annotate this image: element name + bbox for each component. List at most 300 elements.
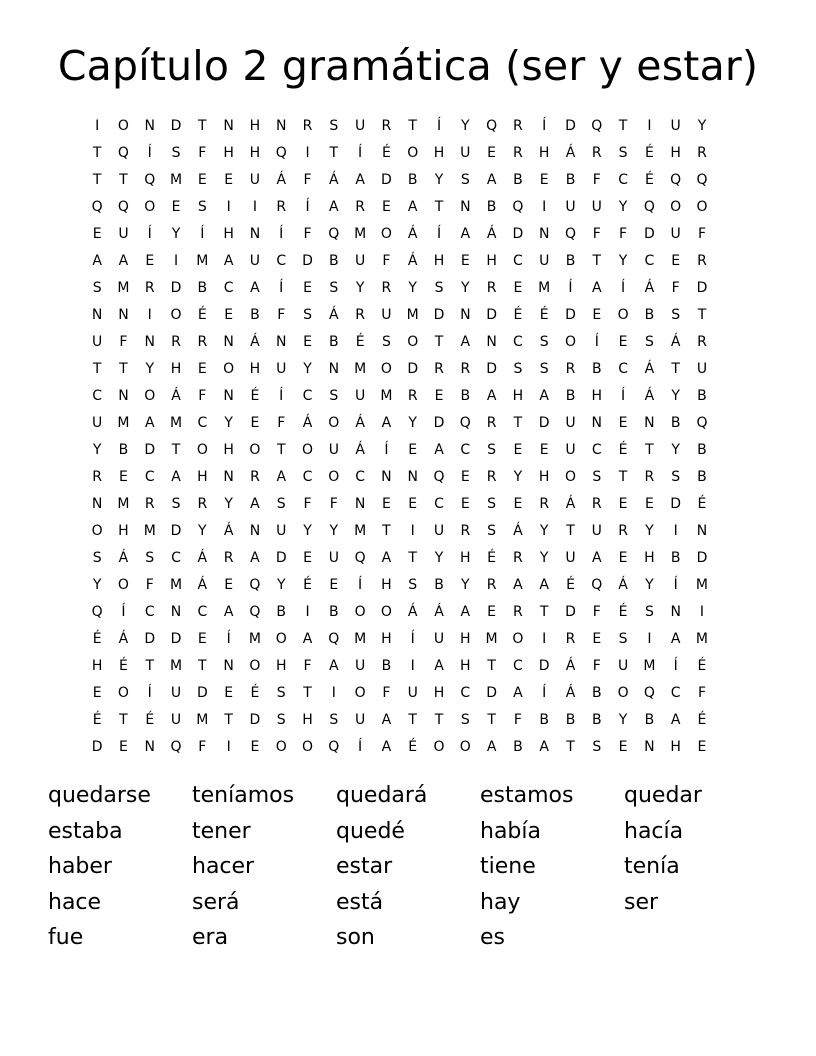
- grid-letter: Y: [198, 523, 207, 539]
- grid-letter: C: [670, 685, 681, 701]
- grid-letter: H: [538, 469, 550, 485]
- grid-letter: I: [95, 118, 100, 134]
- grid-letter: D: [512, 226, 524, 242]
- grid-letter: U: [670, 118, 681, 134]
- grid-letter: B: [434, 577, 444, 593]
- grid-letter: N: [538, 226, 550, 242]
- grid-letter: M: [169, 658, 183, 674]
- word-list-item: haber: [48, 854, 112, 879]
- grid-letter: Q: [328, 739, 340, 755]
- grid-letter: É: [303, 577, 312, 593]
- grid-letter: T: [198, 658, 207, 674]
- grid-letter: C: [355, 469, 365, 485]
- grid-letter: Y: [434, 550, 444, 566]
- grid-letter: T: [224, 712, 233, 728]
- grid-letter: S: [644, 334, 654, 350]
- grid-letter: H: [170, 361, 182, 377]
- grid-letter: B: [591, 361, 602, 377]
- grid-letter: T: [645, 442, 654, 458]
- word-list-item: son: [336, 925, 375, 950]
- grid-letter: R: [355, 307, 365, 323]
- grid-letter: E: [487, 145, 497, 161]
- grid-letter: S: [487, 496, 497, 512]
- grid-letter: H: [460, 550, 471, 566]
- grid-letter: C: [302, 388, 313, 404]
- grid-letter: É: [513, 307, 523, 323]
- grid-letter: O: [670, 199, 682, 215]
- grid-letter: R: [171, 334, 181, 350]
- grid-letter: M: [196, 712, 209, 728]
- grid-letter: U: [328, 550, 339, 566]
- grid-letter: E: [434, 388, 444, 404]
- grid-letter: R: [513, 550, 523, 566]
- grid-letter: N: [644, 415, 655, 431]
- grid-letter: E: [250, 739, 260, 755]
- grid-letter: B: [513, 172, 523, 188]
- grid-letter: N: [275, 334, 287, 350]
- grid-letter: D: [275, 550, 287, 566]
- grid-letter: F: [303, 226, 312, 242]
- grid-letter: C: [144, 469, 155, 485]
- grid-letter: D: [643, 226, 655, 242]
- grid-letter: O: [249, 442, 261, 458]
- grid-letter: M: [169, 172, 183, 188]
- grid-letter: Í: [410, 631, 415, 647]
- grid-letter: Á: [197, 577, 208, 593]
- grid-letter: H: [433, 145, 445, 161]
- grid-letter: M: [169, 415, 183, 431]
- grid-letter: S: [487, 442, 497, 458]
- grid-letter: Í: [121, 604, 126, 620]
- grid-letter: H: [670, 739, 681, 755]
- word-list-item: era: [192, 925, 229, 950]
- grid-letter: M: [117, 496, 130, 512]
- grid-letter: M: [643, 658, 656, 674]
- grid-letter: N: [223, 388, 234, 404]
- grid-letter: O: [564, 334, 576, 350]
- grid-letter: Q: [275, 145, 287, 161]
- grid-letter: S: [539, 334, 549, 350]
- grid-letter: R: [250, 469, 260, 485]
- grid-letter: É: [250, 388, 260, 404]
- grid-letter: E: [513, 280, 523, 296]
- grid-letter: T: [329, 145, 339, 161]
- grid-letter: A: [670, 631, 681, 647]
- grid-letter: H: [118, 523, 129, 539]
- grid-letter: Q: [249, 577, 261, 593]
- grid-letter: F: [382, 253, 391, 269]
- grid-letter: O: [564, 469, 576, 485]
- grid-letter: U: [696, 361, 708, 377]
- grid-letter: A: [250, 550, 260, 566]
- grid-letter: F: [697, 226, 706, 242]
- grid-letter: Í: [147, 145, 152, 161]
- grid-letter: N: [91, 307, 103, 323]
- grid-letter: D: [565, 307, 576, 323]
- grid-letter: C: [302, 469, 313, 485]
- grid-letter: R: [381, 280, 392, 296]
- grid-letter: Q: [117, 145, 129, 161]
- grid-letter: É: [618, 604, 628, 620]
- grid-letter: Y: [171, 226, 181, 242]
- grid-letter: U: [354, 253, 366, 269]
- grid-letter: S: [513, 361, 523, 377]
- grid-letter: U: [170, 685, 182, 701]
- grid-letter: R: [197, 334, 208, 350]
- grid-letter: Í: [358, 145, 363, 161]
- grid-letter: T: [119, 172, 128, 188]
- grid-letter: F: [119, 334, 128, 350]
- grid-letter: Í: [279, 280, 284, 296]
- grid-letter: S: [539, 361, 549, 377]
- grid-letter: U: [354, 118, 366, 134]
- grid-letter: M: [380, 388, 393, 404]
- grid-letter: D: [538, 658, 550, 674]
- grid-letter: A: [434, 442, 444, 458]
- grid-letter: Y: [618, 199, 628, 215]
- grid-letter: M: [354, 361, 367, 377]
- grid-letter: H: [249, 118, 261, 134]
- grid-letter: T: [618, 469, 628, 485]
- grid-letter: C: [144, 604, 155, 620]
- grid-letter: T: [119, 712, 128, 728]
- grid-letter: E: [119, 739, 128, 755]
- grid-letter: U: [381, 307, 392, 323]
- word-list-item: hacer: [192, 854, 255, 879]
- grid-letter: B: [250, 307, 260, 323]
- grid-letter: E: [303, 550, 312, 566]
- grid-letter: S: [671, 469, 681, 485]
- grid-letter: O: [249, 658, 261, 674]
- grid-letter: C: [618, 172, 628, 188]
- grid-letter: D: [144, 631, 156, 647]
- grid-letter: S: [408, 577, 418, 593]
- grid-letter: H: [512, 388, 524, 404]
- grid-letter: C: [644, 253, 655, 269]
- grid-letter: A: [302, 631, 313, 647]
- grid-letter: I: [410, 658, 415, 674]
- grid-letter: T: [697, 307, 707, 323]
- grid-letter: N: [249, 523, 261, 539]
- grid-letter: R: [223, 550, 234, 566]
- grid-letter: D: [170, 631, 182, 647]
- grid-letter: Q: [459, 415, 471, 431]
- grid-letter: B: [539, 712, 549, 728]
- grid-letter: A: [486, 739, 497, 755]
- grid-letter: Í: [147, 685, 152, 701]
- grid-letter: Y: [224, 415, 233, 431]
- grid-letter: T: [434, 712, 444, 728]
- grid-letter: D: [249, 712, 261, 728]
- grid-letter: R: [197, 496, 208, 512]
- word-list-item: tiene: [480, 854, 536, 879]
- grid-letter: R: [618, 523, 628, 539]
- grid-letter: M: [169, 577, 183, 593]
- grid-letter: S: [145, 550, 155, 566]
- grid-letter: O: [144, 199, 156, 215]
- grid-letter: Y: [697, 118, 707, 134]
- grid-letter: Y: [434, 172, 444, 188]
- grid-letter: É: [697, 496, 707, 512]
- grid-letter: A: [381, 415, 392, 431]
- grid-letter: Q: [591, 118, 603, 134]
- grid-letter: É: [92, 712, 102, 728]
- grid-letter: I: [305, 145, 310, 161]
- grid-letter: R: [697, 253, 707, 269]
- grid-letter: Y: [92, 442, 102, 458]
- word-list-item: había: [480, 818, 541, 844]
- grid-letter: Á: [276, 172, 287, 188]
- grid-letter: S: [276, 496, 286, 512]
- grid-letter: C: [171, 550, 181, 566]
- grid-letter: I: [173, 253, 179, 269]
- grid-letter: Í: [358, 739, 363, 755]
- grid-letter: I: [147, 307, 152, 323]
- grid-letter: T: [408, 118, 417, 134]
- grid-letter: H: [275, 658, 287, 674]
- grid-letter: D: [433, 415, 445, 431]
- grid-letter: M: [354, 226, 367, 242]
- grid-letter: E: [408, 442, 418, 458]
- grid-letter: Y: [645, 577, 654, 593]
- word-list-item: quedarse: [48, 783, 151, 808]
- grid-letter: A: [486, 388, 497, 404]
- grid-letter: D: [486, 307, 497, 323]
- grid-letter: N: [486, 334, 497, 350]
- grid-letter: N: [381, 469, 392, 485]
- grid-letter: É: [644, 172, 654, 188]
- grid-letter: T: [92, 145, 102, 161]
- grid-letter: T: [487, 712, 496, 728]
- grid-letter: E: [197, 172, 207, 188]
- grid-letter: Q: [91, 199, 103, 215]
- grid-letter: O: [380, 604, 392, 620]
- grid-letter: T: [145, 658, 155, 674]
- grid-letter: Q: [144, 172, 156, 188]
- grid-letter: U: [565, 442, 576, 458]
- word-search-grid: [84, 113, 715, 761]
- grid-letter: N: [170, 604, 182, 620]
- grid-letter: N: [223, 118, 234, 134]
- grid-letter: B: [697, 388, 707, 404]
- grid-letter: F: [592, 172, 601, 188]
- grid-letter: U: [276, 523, 287, 539]
- grid-letter: M: [196, 253, 209, 269]
- grid-letter: T: [171, 442, 181, 458]
- grid-letter: E: [539, 172, 549, 188]
- grid-letter: S: [592, 469, 602, 485]
- grid-letter: B: [486, 199, 497, 215]
- grid-letter: Á: [644, 280, 655, 296]
- grid-letter: Y: [276, 577, 286, 593]
- word-list-item: ser: [624, 889, 659, 915]
- grid-letter: N: [144, 334, 155, 350]
- grid-letter: B: [407, 172, 418, 188]
- word-list-item: tenía: [624, 854, 680, 879]
- grid-letter: U: [407, 685, 418, 701]
- grid-letter: U: [617, 658, 629, 674]
- grid-letter: D: [144, 442, 156, 458]
- grid-letter: I: [647, 118, 652, 134]
- grid-letter: E: [513, 442, 523, 458]
- grid-letter: É: [697, 658, 707, 674]
- grid-letter: H: [381, 577, 392, 593]
- grid-letter: F: [697, 685, 706, 701]
- grid-letter: N: [144, 118, 155, 134]
- grid-letter: A: [592, 280, 602, 296]
- grid-letter: R: [539, 496, 550, 512]
- grid-letter: Í: [358, 577, 363, 593]
- grid-letter: I: [305, 604, 310, 620]
- grid-letter: S: [460, 712, 470, 728]
- grid-letter: A: [486, 172, 497, 188]
- grid-letter: C: [513, 253, 523, 269]
- grid-letter: B: [329, 253, 339, 269]
- grid-letter: N: [407, 469, 418, 485]
- grid-letter: Y: [618, 712, 628, 728]
- grid-letter: Á: [355, 442, 365, 458]
- grid-letter: B: [565, 712, 576, 728]
- grid-letter: E: [171, 199, 181, 215]
- grid-letter: B: [513, 739, 523, 755]
- grid-letter: I: [673, 523, 678, 539]
- grid-letter: B: [197, 280, 208, 296]
- grid-letter: T: [487, 658, 496, 674]
- grid-letter: I: [331, 685, 336, 701]
- word-list-item: quedar: [624, 783, 702, 808]
- grid-letter: U: [539, 253, 550, 269]
- grid-letter: Á: [434, 604, 444, 620]
- grid-letter: O: [407, 334, 419, 350]
- grid-letter: O: [617, 685, 629, 701]
- grid-letter: E: [618, 334, 628, 350]
- grid-letter: U: [460, 145, 471, 161]
- word-list-item: fue: [48, 925, 84, 950]
- grid-letter: B: [591, 685, 602, 701]
- grid-letter: Á: [565, 685, 576, 701]
- grid-letter: É: [355, 334, 365, 350]
- grid-letter: B: [118, 442, 129, 458]
- grid-letter: T: [566, 523, 575, 539]
- grid-letter: Á: [302, 415, 313, 431]
- grid-letter: F: [513, 712, 522, 728]
- grid-letter: U: [670, 226, 681, 242]
- grid-letter: E: [671, 253, 681, 269]
- grid-letter: S: [460, 172, 470, 188]
- grid-letter: S: [171, 496, 181, 512]
- grid-letter: F: [303, 172, 312, 188]
- grid-letter: R: [565, 361, 576, 377]
- grid-letter: S: [329, 712, 339, 728]
- grid-letter: E: [92, 226, 102, 242]
- grid-letter: H: [249, 361, 261, 377]
- grid-letter: R: [486, 577, 497, 593]
- grid-letter: R: [644, 469, 655, 485]
- grid-letter: F: [592, 658, 601, 674]
- grid-letter: U: [354, 388, 366, 404]
- grid-letter: M: [538, 280, 551, 296]
- word-list-item: quedará: [336, 783, 428, 808]
- grid-letter: E: [408, 496, 418, 512]
- grid-letter: Y: [355, 280, 365, 296]
- grid-letter: H: [302, 712, 313, 728]
- grid-letter: B: [644, 307, 655, 323]
- grid-letter: O: [354, 685, 366, 701]
- grid-letter: R: [407, 388, 418, 404]
- grid-letter: M: [248, 631, 261, 647]
- grid-letter: R: [276, 199, 287, 215]
- grid-letter: N: [118, 388, 129, 404]
- grid-letter: Á: [250, 334, 260, 350]
- grid-letter: Á: [565, 658, 576, 674]
- grid-letter: E: [303, 280, 312, 296]
- grid-letter: T: [276, 442, 286, 458]
- grid-letter: Á: [223, 523, 234, 539]
- grid-letter: H: [197, 469, 208, 485]
- grid-letter: U: [354, 658, 366, 674]
- grid-letter: Á: [486, 226, 497, 242]
- grid-letter: N: [670, 604, 681, 620]
- grid-letter: Í: [673, 577, 678, 593]
- grid-letter: Í: [147, 226, 152, 242]
- grid-letter: M: [117, 415, 130, 431]
- grid-letter: R: [513, 604, 523, 620]
- grid-letter: É: [644, 145, 654, 161]
- grid-letter: T: [566, 739, 575, 755]
- grid-letter: H: [591, 388, 603, 404]
- grid-letter: I: [542, 199, 547, 215]
- grid-letter: A: [381, 550, 392, 566]
- grid-letter: Q: [670, 172, 682, 188]
- grid-letter: E: [592, 631, 602, 647]
- grid-letter: U: [565, 550, 576, 566]
- grid-letter: A: [118, 253, 129, 269]
- grid-letter: D: [565, 118, 576, 134]
- grid-letter: B: [670, 550, 681, 566]
- grid-letter: Í: [279, 388, 284, 404]
- grid-letter: D: [565, 604, 576, 620]
- grid-letter: A: [355, 172, 365, 188]
- grid-letter: O: [328, 415, 340, 431]
- grid-letter: Q: [328, 226, 340, 242]
- grid-letter: C: [460, 685, 471, 701]
- grid-letter: Q: [354, 550, 366, 566]
- grid-letter: R: [486, 469, 497, 485]
- grid-letter: T: [592, 253, 602, 269]
- grid-letter: Y: [618, 253, 628, 269]
- grid-letter: E: [644, 496, 654, 512]
- grid-letter: Q: [696, 415, 708, 431]
- grid-letter: A: [250, 496, 260, 512]
- grid-letter: R: [591, 145, 602, 161]
- grid-letter: S: [644, 604, 654, 620]
- grid-letter: S: [329, 388, 339, 404]
- grid-letter: M: [406, 307, 419, 323]
- grid-letter: F: [198, 145, 207, 161]
- grid-letter: B: [591, 712, 602, 728]
- grid-letter: O: [354, 604, 366, 620]
- grid-letter: U: [565, 199, 576, 215]
- grid-letter: S: [329, 118, 339, 134]
- grid-letter: T: [303, 685, 312, 701]
- word-list-item: está: [336, 889, 384, 915]
- grid-letter: Á: [407, 226, 418, 242]
- grid-letter: U: [591, 523, 602, 539]
- grid-letter: Á: [329, 172, 339, 188]
- grid-letter: E: [224, 307, 234, 323]
- grid-letter: R: [513, 118, 523, 134]
- grid-letter: C: [460, 442, 471, 458]
